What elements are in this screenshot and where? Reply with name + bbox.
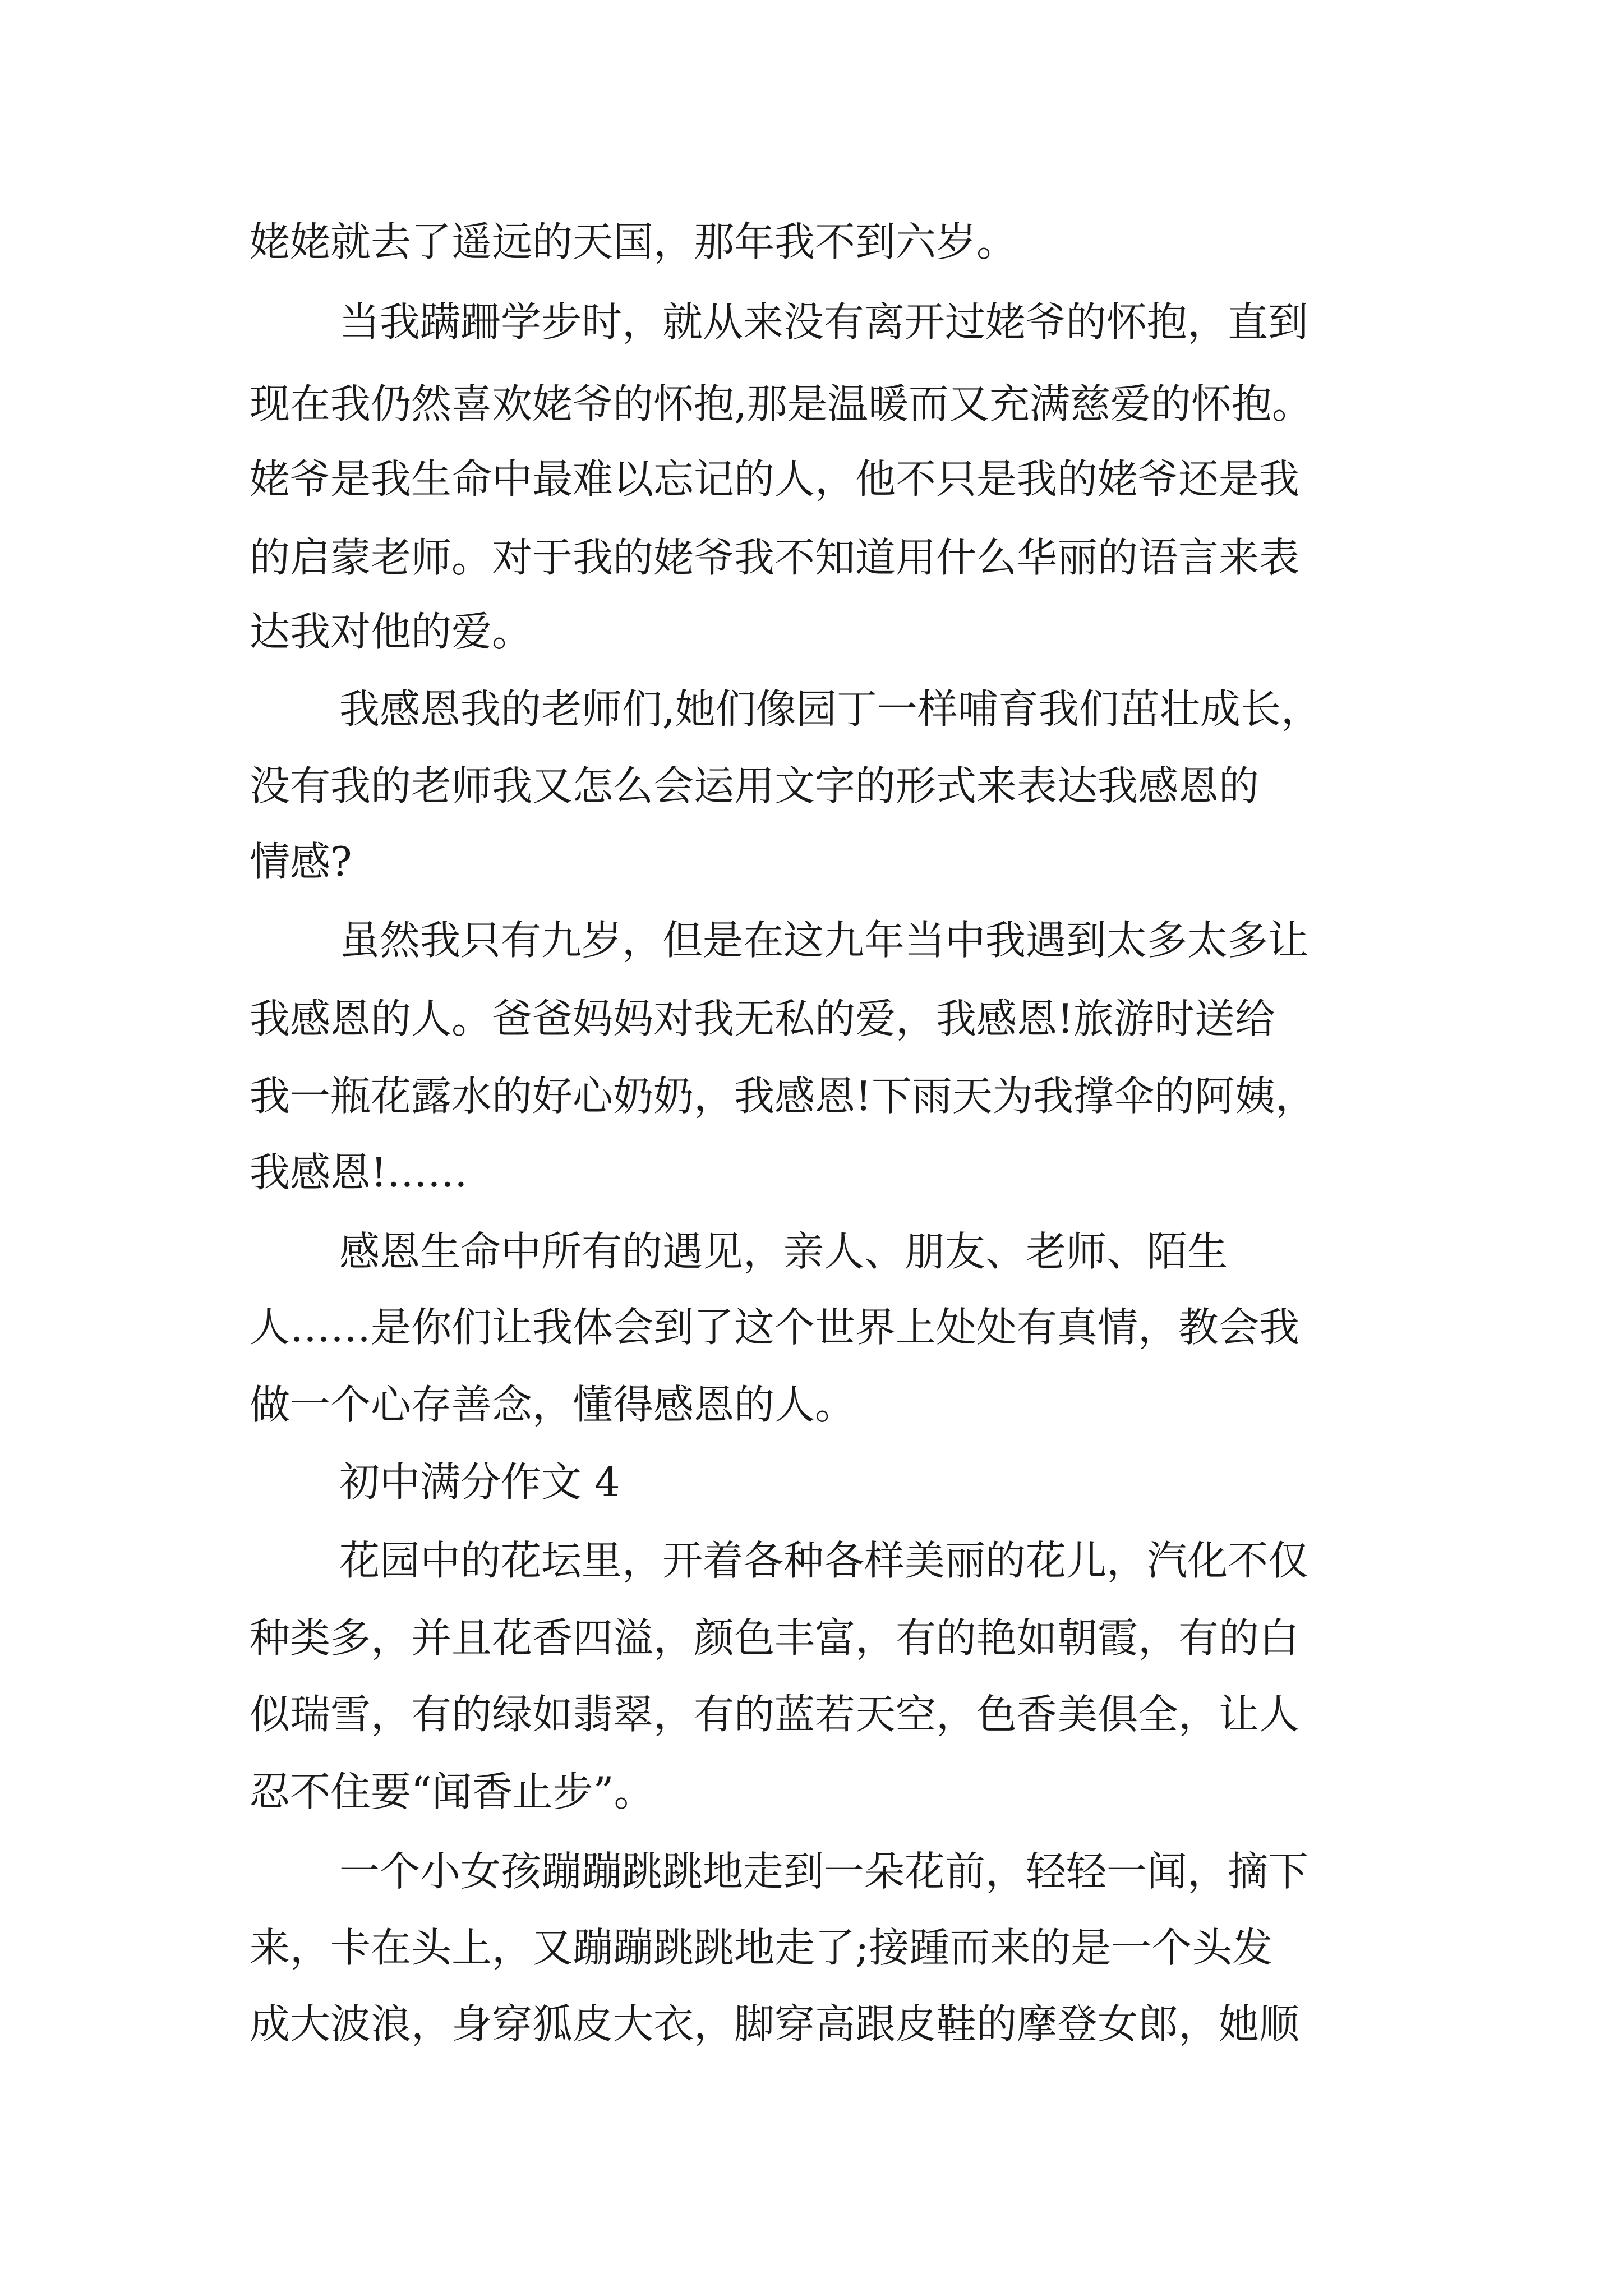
- text-line: 做一个心存善念，懂得感恩的人。: [250, 1381, 856, 1428]
- text-line: 似瑞雪，有的绿如翡翠，有的蓝若天空，色香美俱全，让人: [250, 1691, 1300, 1738]
- text-line: 人……是你们让我体会到了这个世界上处处有真情，教会我: [250, 1304, 1300, 1351]
- text-line: 姥姥就去了遥远的天国，那年我不到六岁。: [250, 218, 1017, 265]
- section-heading: 初中满分作文 4: [339, 1458, 620, 1506]
- text-line: 种类多，并且花香四溢，颜色丰富，有的艳如朝霞，有的白: [250, 1614, 1300, 1662]
- text-line: 忍不住要“闻香止步”。: [250, 1768, 654, 1815]
- text-line: 我感恩!……: [250, 1149, 468, 1196]
- text-line: 来，卡在头上，又蹦蹦跳跳地走了;接踵而来的是一个头发: [250, 1924, 1273, 1971]
- paragraph-start-line: 花园中的花坛里，开着各种各样美丽的花儿，汽化不仅: [339, 1537, 1309, 1584]
- text-line: 情感?: [250, 838, 352, 885]
- paragraph-start-line: 感恩生命中所有的遇见，亲人、朋友、老师、陌生: [339, 1228, 1228, 1275]
- paragraph-start-line: 我感恩我的老师们,她们像园丁一样哺育我们茁壮成长，: [339, 685, 1321, 733]
- text-line: 达我对他的爱。: [250, 608, 533, 655]
- paragraph-start-line: 虽然我只有九岁，但是在这九年当中我遇到太多太多让: [339, 917, 1309, 964]
- text-line: 我一瓶花露水的好心奶奶，我感恩!下雨天为我撑伞的阿姨，: [250, 1073, 1316, 1120]
- text-line: 我感恩的人。爸爸妈妈对我无私的爱，我感恩!旅游时送给: [250, 995, 1275, 1042]
- text-line: 的启蒙老师。对于我的姥爷我不知道用什么华丽的语言来表: [250, 534, 1300, 581]
- paragraph-start-line: 一个小女孩蹦蹦跳跳地走到一朵花前，轻轻一闻，摘下: [339, 1848, 1309, 1895]
- paragraph-start-line: 当我蹒跚学步时，就从来没有离开过姥爷的怀抱，直到: [339, 298, 1309, 346]
- text-line: 姥爷是我生命中最难以忘记的人，他不只是我的姥爷还是我: [250, 455, 1300, 503]
- text-line: 没有我的老师我又怎么会运用文字的形式来表达我感恩的: [250, 762, 1260, 809]
- text-line: 成大波浪，身穿狐皮大衣，脚穿高跟皮鞋的摩登女郎，她顺: [250, 2000, 1300, 2047]
- text-line: 现在我仍然喜欢姥爷的怀抱,那是温暖而又充满慈爱的怀抱。: [250, 380, 1312, 427]
